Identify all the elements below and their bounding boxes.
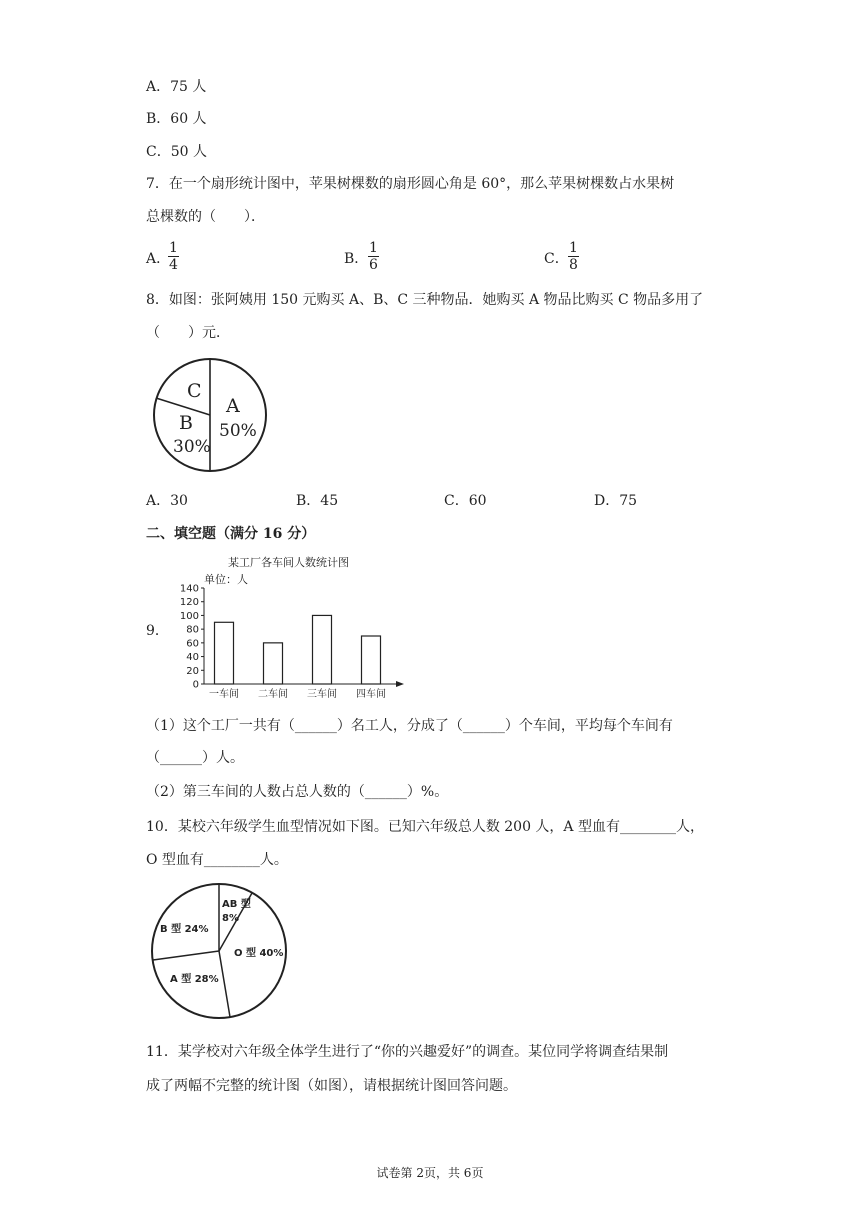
q10-pie-b-label: B 型 24% bbox=[160, 924, 209, 935]
q7-text-line2: 总棵数的（ ）． bbox=[146, 209, 265, 225]
q11-text-line1: 11．某学校对六年级全体学生进行了“你的兴趣爱好”的调查。某位同学将调查结果制 bbox=[146, 1044, 669, 1060]
chart-bar bbox=[264, 643, 283, 684]
q8-pie-chart bbox=[150, 358, 270, 476]
q7-option-c-fraction bbox=[568, 240, 579, 273]
q7-option-a-letter: A． bbox=[146, 251, 171, 267]
q7-option-b-denominator: 6 bbox=[369, 257, 378, 273]
chart-y-tick-label: 0 bbox=[192, 679, 199, 691]
q7-option-a-fraction bbox=[168, 240, 179, 273]
q9-part1-line1: （1）这个工厂一共有（______）名工人，分成了（______）个车间，平均每个车间有 bbox=[146, 718, 673, 734]
q10-blood-type-pie bbox=[150, 880, 290, 1024]
chart-bar bbox=[215, 622, 234, 684]
q8-option-d: D．75 bbox=[594, 493, 638, 509]
q10-text-line2: O 型血有________人。 bbox=[146, 852, 288, 868]
q10-pie-a-label: A 型 28% bbox=[170, 974, 219, 985]
q8-pie-label-b: B bbox=[179, 412, 193, 434]
chart-y-tick-label: 40 bbox=[186, 652, 199, 664]
q11-text-line2: 成了两幅不完整的统计图（如图），请根据统计图回答问题。 bbox=[146, 1078, 517, 1094]
section-heading-fill-blank: 二、填空题（满分 16 分） bbox=[146, 526, 316, 542]
q8-option-a: A．30 bbox=[146, 493, 188, 509]
q8-option-c: C．60 bbox=[444, 493, 487, 509]
q8-pie-label-c: C bbox=[187, 380, 202, 402]
chart-bar bbox=[362, 636, 381, 684]
q7-option-b-numerator: 1 bbox=[369, 240, 378, 256]
chart-x-tick-label: 四车间 bbox=[356, 689, 386, 700]
chart-bars bbox=[215, 615, 381, 684]
chart-bar bbox=[313, 615, 332, 684]
chart-y-tick-label: 20 bbox=[186, 665, 199, 677]
chart-unit-label: 单位：人 bbox=[204, 573, 248, 586]
q10-pie-o-label: O 型 40% bbox=[234, 948, 284, 959]
q8-text-line2: （ ）元． bbox=[146, 325, 230, 341]
chart-x-labels bbox=[209, 687, 386, 700]
chart-x-axis-arrow bbox=[396, 681, 404, 687]
chart-x-tick-label: 三车间 bbox=[307, 689, 337, 700]
page-footer: 试卷第 2页，共 6页 bbox=[376, 1166, 484, 1180]
q7-option-c-denominator: 8 bbox=[569, 257, 578, 273]
chart-y-tick-label: 60 bbox=[186, 638, 199, 650]
chart-y-tick-label: 80 bbox=[186, 624, 199, 636]
chart-x-tick-label: 二车间 bbox=[258, 689, 288, 700]
chart-y-ticks bbox=[180, 584, 204, 691]
chart-y-tick-label: 120 bbox=[179, 597, 199, 609]
q10-pie-ab-pct: 8% bbox=[222, 913, 239, 924]
chart-y-tick-label: 100 bbox=[179, 610, 199, 622]
chart-y-tick-label: 140 bbox=[179, 583, 199, 595]
q7-option-a-numerator: 1 bbox=[169, 240, 178, 256]
q9-part1-line2: （______）人。 bbox=[146, 750, 244, 766]
q8-option-b: B．45 bbox=[296, 493, 339, 509]
q10-text-line1: 10．某校六年级学生血型情况如下图。已知六年级总人数 200 人，A 型血有________人， bbox=[146, 819, 704, 835]
q7-text-line1: 7．在一个扇形统计图中，苹果树棵数的扇形圆心角是 60°，那么苹果树棵数占水果树 bbox=[146, 176, 675, 192]
q9-number: 9． bbox=[146, 623, 169, 639]
q8-text-line1: 8．如图：张阿姨用 150 元购买 A、B、C 三种物品．她购买 A 物品比购买 C 物品多用了 bbox=[146, 292, 704, 308]
q7-option-c-letter: C． bbox=[544, 251, 569, 267]
chart-title: 某工厂各车间人数统计图 bbox=[228, 556, 349, 569]
chart-x-tick-label: 一车间 bbox=[209, 689, 239, 700]
q9-bar-chart bbox=[168, 550, 418, 702]
q6-option-c: C．50 人 bbox=[146, 144, 207, 160]
q6-option-a: A．75 人 bbox=[146, 79, 207, 95]
q10-pie-ab-label: AB 型 bbox=[222, 899, 251, 910]
q8-pie-label-a: A bbox=[226, 395, 240, 417]
q7-option-b-fraction bbox=[368, 240, 379, 273]
q8-pie-pct-b: 30% bbox=[173, 437, 211, 457]
q8-pie-pct-a: 50% bbox=[219, 421, 257, 441]
q7-option-a-denominator: 4 bbox=[169, 257, 178, 273]
q7-option-c-numerator: 1 bbox=[569, 240, 578, 256]
q9-part2: （2）第三车间的人数占总人数的（______）%。 bbox=[146, 784, 449, 800]
q7-option-b-letter: B． bbox=[344, 251, 369, 267]
q6-option-b: B．60 人 bbox=[146, 111, 207, 127]
